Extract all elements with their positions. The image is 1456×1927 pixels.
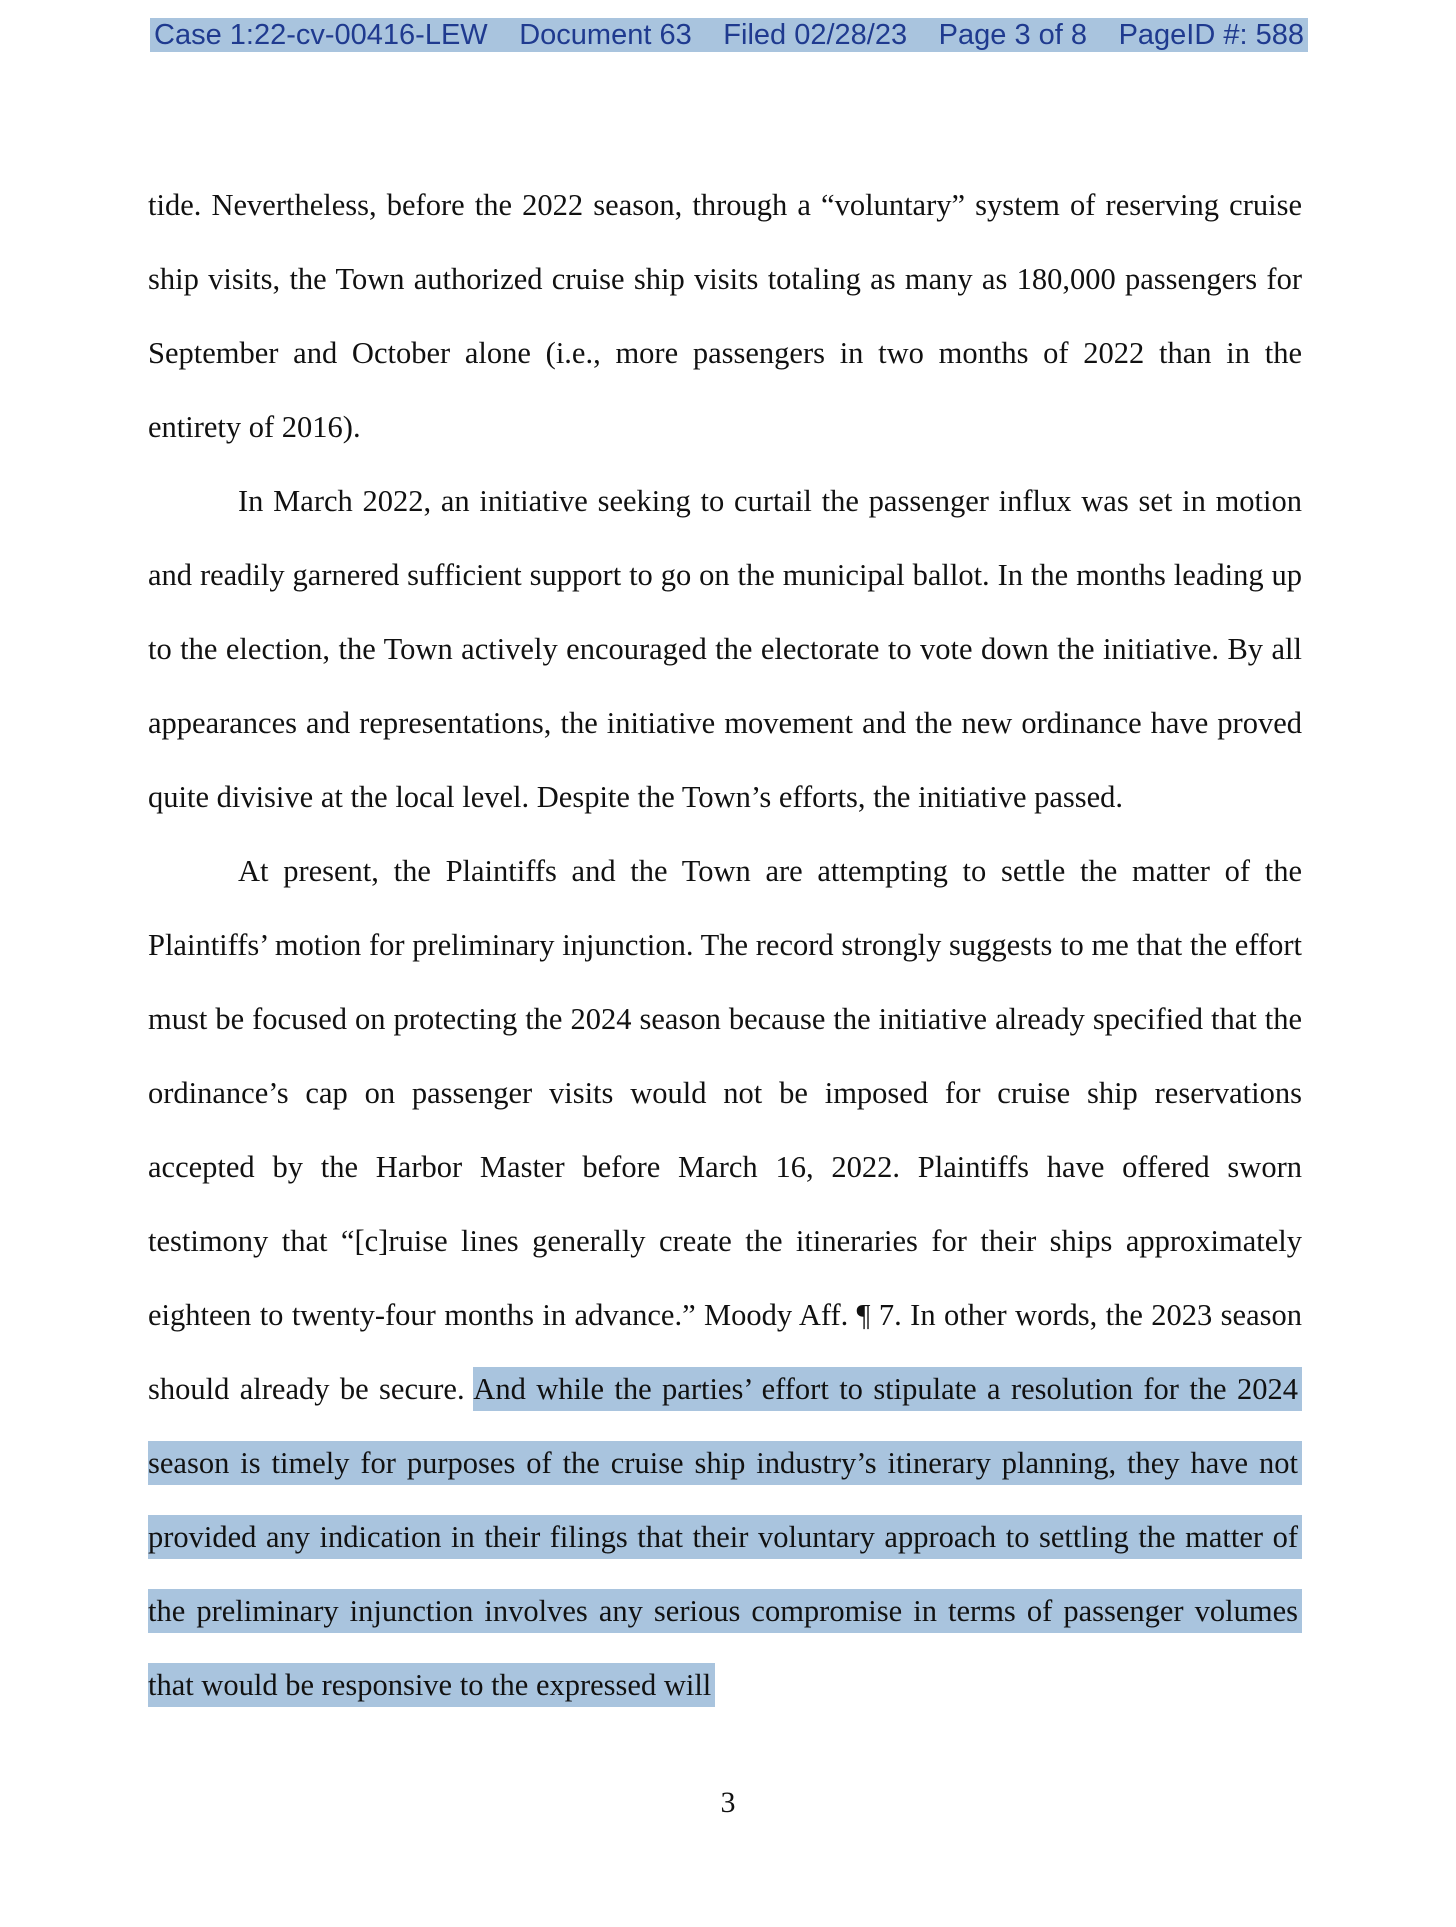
page-number: 3 (720, 1786, 736, 1819)
paragraph-1 (148, 168, 1302, 464)
document-body (148, 168, 1302, 1722)
header-document-number: Document 63 (519, 18, 692, 51)
header-page-count: Page 3 of 8 (938, 18, 1087, 51)
paragraph-2 (148, 464, 1302, 834)
highlighted-passage[interactable]: And while the parties’ effort to stipulate a resolution for the 2024 season is timely for purposes of the cruise ship industry’s itinerary planning, they have not provided any indication in their filings that their voluntary approach to settling the matter of the preliminary injunction involves any serious compromise in terms of passenger volumes that would be responsive to the expressed will (148, 1367, 1302, 1707)
paragraph-1-text: tide. Nevertheless, before the 2022 season, through a “voluntary” system of reserving cruise ship visits, the Town authorized cruise ship visits totaling as many as 180,000 passengers for September and October alone (i.e., more passengers in two months of 2022 than in the entirety of 2016). (148, 188, 1302, 444)
header-filed-date: Filed 02/28/23 (723, 18, 908, 51)
document-header (150, 18, 1308, 52)
header-page-id: PageID #: 588 (1118, 18, 1304, 51)
paragraph-3-text: At present, the Plaintiffs and the Town are attempting to settle the matter of the Plaintiffs’ motion for preliminary injunction. The record strongly suggests to me that the effort must be focused on protecting the 2024 season because the initiative already specified that the ordinance’s cap on passenger visits would not be imposed for cruise ship reservations accepted by the Harbor Master before March 16, 2022. Plaintiffs have offered sworn testimony that “[c]ruise lines generally create the itineraries for their ships approximately eighteen to twenty-four months in advance.” Moody Aff. ¶ 7. In other words, the 2023 season should already be secure. (148, 854, 1302, 1406)
paragraph-3 (148, 834, 1302, 1722)
header-case-number: Case 1:22-cv-00416-LEW (154, 18, 488, 51)
paragraph-2-text: In March 2022, an initiative seeking to curtail the passenger influx was set in motion and readily garnered sufficient support to go on the municipal ballot. In the months leading up to the election, the Town actively encouraged the electorate to vote down the initiative. By all appearances and representations, the initiative movement and the new ordinance have proved quite divisive at the local level. Despite the Town’s efforts, the initiative passed. (148, 484, 1302, 814)
